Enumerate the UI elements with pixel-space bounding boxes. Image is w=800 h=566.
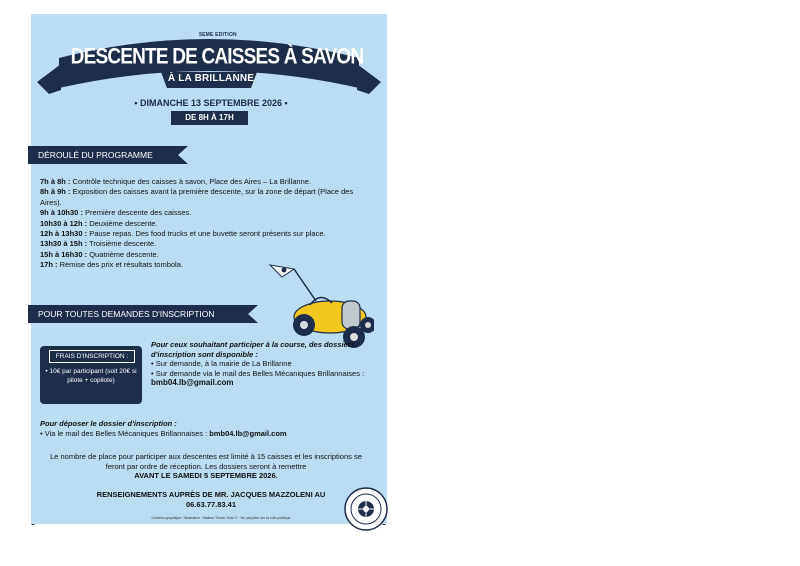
fee-title: FRAIS D'INSCRIPTION : [49, 350, 135, 363]
registration-fee-box [40, 346, 142, 404]
deposit-info [40, 419, 370, 438]
deposit-email-link[interactable]: bmb04.lb@gmail.com [209, 428, 287, 438]
participation-lead: Pour ceux souhaitant participer à la course, des dossiers d'inscription sont disponible : [151, 340, 355, 359]
edition-label: 5EME EDITION [199, 32, 237, 38]
participation-item: • Sur demande via le mail des Belles Mécaniques Brillannaises : [151, 368, 365, 378]
notice-text: Le nombre de place pour participer aux descentes est limité à 15 caisses et les inscriptions se feront par ordre de réception. Les dossiers seront à remettre [50, 452, 362, 471]
program-item: 8h à 9h : Exposition des caisses avant la première descente, sur la zone de départ (Place des Aires). [40, 187, 354, 207]
poster-title: DESCENTE DE CAISSES À SAVON [70, 45, 364, 70]
contact-email-link[interactable]: bmb04.lb@gmail.com [151, 378, 234, 388]
event-date: • DIMANCHE 13 SEPTEMBRE 2026 • [134, 98, 288, 108]
contact-phone: 06.63.77.83.41 [185, 500, 237, 509]
club-logo-icon [344, 487, 388, 531]
program-list [40, 177, 370, 271]
program-item: 13h30 à 15h : Troisième descente. [40, 239, 157, 249]
registration-heading: POUR TOUTES DEMANDES D'INSCRIPTION [38, 309, 215, 319]
notice-deadline: AVANT LE SAMEDI 5 SEPTEMBRE 2026. [134, 471, 278, 481]
event-poster [31, 14, 387, 524]
poster-subtitle: À LA BRILLANNE [167, 73, 255, 84]
participation-info [151, 340, 376, 388]
program-heading: DÉROULÉ DU PROGRAMME [38, 150, 153, 160]
contact-line: RENSEIGNEMENTS AUPRÈS DE MR. JACQUES MAZZOLENI AU [96, 490, 326, 499]
program-item: 17h : Remise des prix et résultats tombola. [40, 260, 183, 270]
contact-info [71, 490, 351, 510]
event-hours-badge: DE 8H À 17H [171, 111, 248, 125]
program-item: 10h30 à 12h : Deuxième descente. [40, 218, 158, 228]
program-item: 7h à 8h : Contrôle technique des caisses à savon, Place des Aires – La Brillanne. [40, 177, 311, 186]
deposit-lead: Pour déposer le dossier d'inscription : [40, 419, 177, 428]
program-item: 9h à 10h30 : Première descente des caisses. [40, 208, 192, 218]
deposit-item: • Via le mail des Belles Mécaniques Brillannaises : bmb04.lb@gmail.com [40, 428, 287, 438]
registration-notice [45, 452, 367, 481]
soapbox-car-illustration [264, 261, 374, 351]
program-heading-banner [28, 146, 188, 164]
participation-item: • Sur demande, à la mairie de La Brillanne [151, 359, 292, 369]
credits-line: Création graphique / illustration : Maison Trente-Trois © · Ne pas jeter sur la voie publique [151, 516, 291, 520]
fee-detail: • 10€ par participant (soit 20€ si pilote + copilote) [45, 368, 137, 384]
registration-heading-banner [28, 305, 258, 323]
program-item: 12h à 13h30 : Pause repas. Des food trucks et une buvette seront présents sur place. [40, 229, 326, 239]
program-item: 15h à 16h30 : Quatrième descente. [40, 249, 159, 259]
